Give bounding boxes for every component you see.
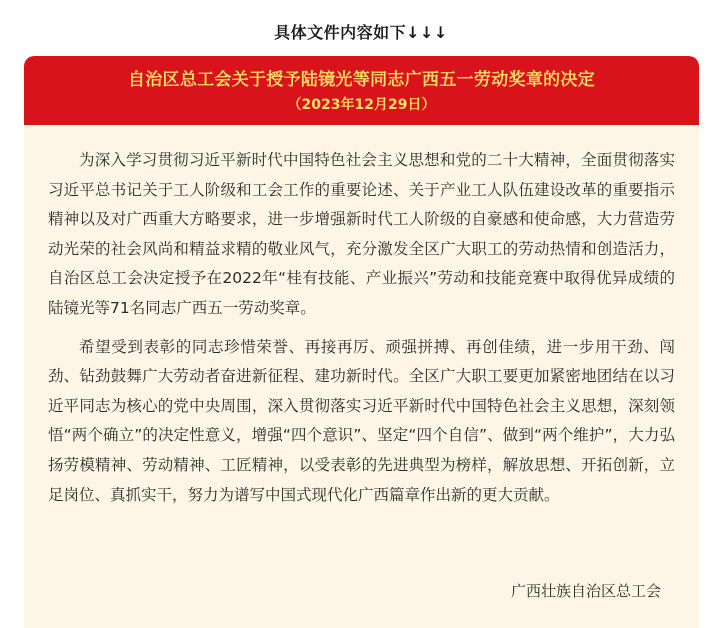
document-card: [24, 56, 699, 628]
document-date: （2023年12月29日）: [287, 97, 436, 113]
document-header: [24, 56, 699, 125]
body-paragraph-2: 希望受到表彰的同志珍惜荣誉、再接再厉、顽强拼搏、再创佳绩，进一步用干劲、闯劲、钻劲鼓舞广大劳动者奋进新征程、建功新时代。全区广大职工要更加紧密地团结在以习近平同志为核心的党中央周围，深入贯彻落实习近平新时代中国特色社会主义思想，深刻领悟“两个确立”的决定性意义，增强“四个意识”、坚定“四个自信”、做到“两个维护”，大力弘扬劳模精神、劳动精神、工匠精神，以受表彰的先进典型为榜样，解放思想、开拓创新，立足岗位、真抓实干，努力为谱写中国式现代化广西篇章作出新的更大贡献。: [48, 337, 675, 504]
body-paragraph-1: 为深入学习贯彻习近平新时代中国特色社会主义思想和党的二十大精神，全面贯彻落实习近平总书记关于工人阶级和工会工作的重要论述、关于产业工人队伍建设改革的重要指示精神以及对广西重大方略要求，进一步增强新时代工人阶级的自豪感和使命感，大力营造劳动光荣的社会风尚和精益求精的敬业风气，充分激发全区广大职工的劳动热情和创造活力，自治区总工会决定授予在2022年“桂有技能、产业振兴”劳动和技能竞赛中取得优异成绩的陆镜光等71名同志广西五一劳动奖章。: [48, 151, 675, 317]
document-signature: 广西壮族自治区总工会: [510, 582, 661, 600]
document-title: 自治区总工会关于授予陆镜光等同志广西五一劳动奖章的决定: [127, 70, 596, 90]
document-body: [24, 125, 699, 510]
intro-text: 具体文件内容如下↓↓↓: [274, 23, 448, 42]
